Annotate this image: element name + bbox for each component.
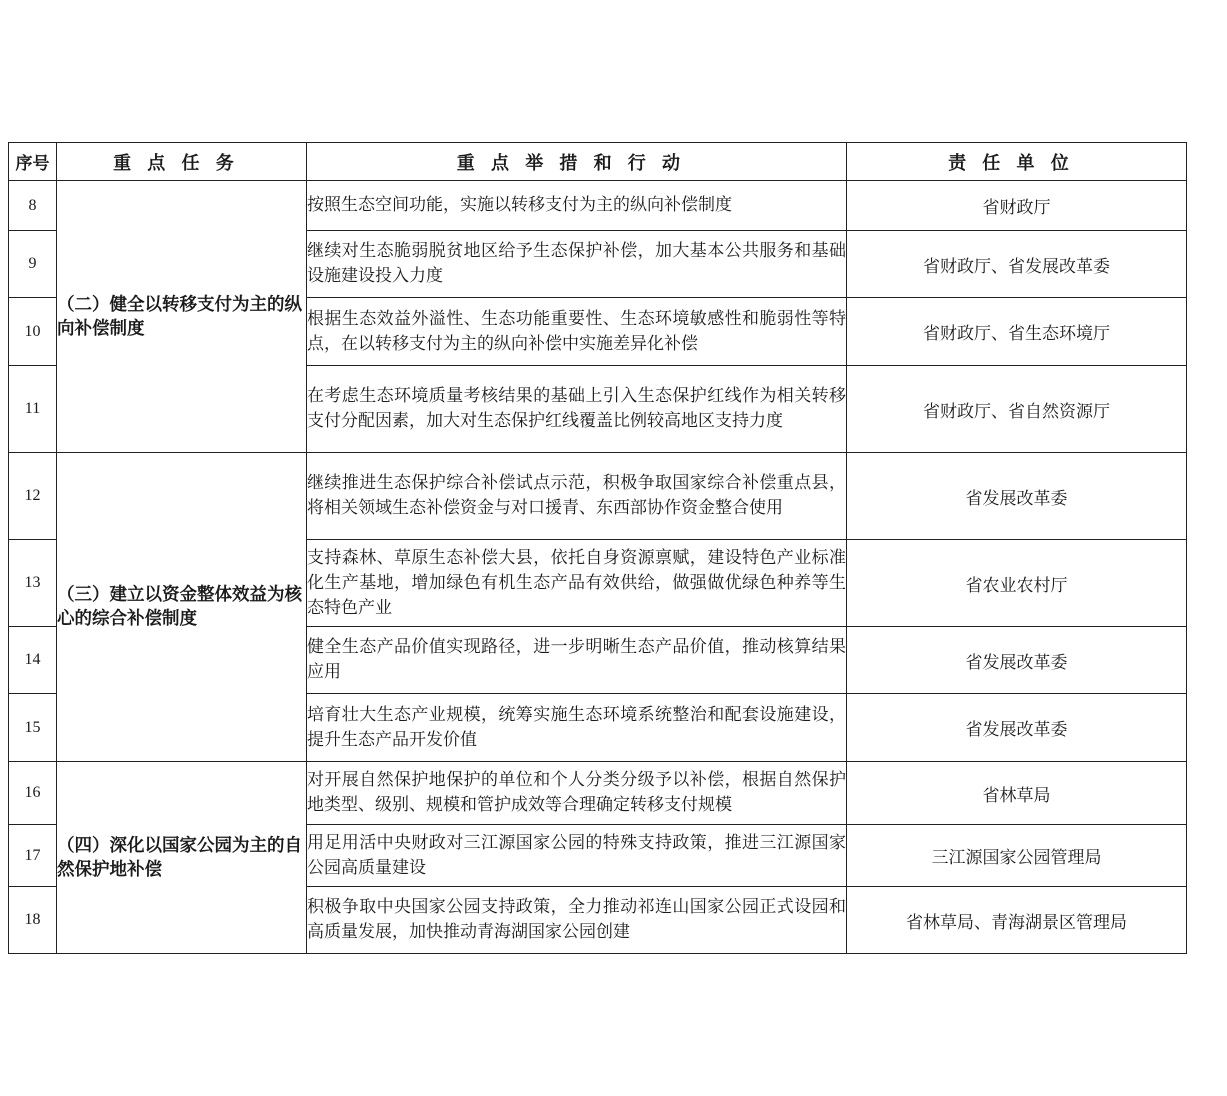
row-number: 10 — [9, 298, 57, 366]
header-unit: 责任单位 — [847, 143, 1187, 181]
header-task: 重点任务 — [57, 143, 307, 181]
unit-cell: 省财政厅、省自然资源厅 — [847, 366, 1187, 453]
unit-cell: 省财政厅、省发展改革委 — [847, 231, 1187, 298]
unit-cell: 省财政厅、省生态环境厅 — [847, 298, 1187, 366]
task-cell: （三）建立以资金整体效益为核心的综合补偿制度 — [57, 453, 307, 762]
header-row — [9, 143, 1187, 181]
measure-cell: 对开展自然保护地保护的单位和个人分类分级予以补偿，根据自然保护地类型、级别、规模和管护成效等合理确定转移支付规模 — [307, 762, 847, 825]
row-number: 16 — [9, 762, 57, 825]
unit-cell: 省农业农村厅 — [847, 540, 1187, 627]
measure-cell: 继续对生态脆弱脱贫地区给予生态保护补偿，加大基本公共服务和基础设施建设投入力度 — [307, 231, 847, 298]
table-row — [9, 181, 1187, 231]
table-row — [9, 762, 1187, 825]
measure-cell: 在考虑生态环境质量考核结果的基础上引入生态保护红线作为相关转移支付分配因素，加大对生态保护红线覆盖比例较高地区支持力度 — [307, 366, 847, 453]
measure-cell: 支持森林、草原生态补偿大县，依托自身资源禀赋，建设特色产业标准化生产基地，增加绿色有机生态产品有效供给，做强做优绿色种养等生态特色产业 — [307, 540, 847, 627]
row-number: 13 — [9, 540, 57, 627]
unit-cell: 省发展改革委 — [847, 694, 1187, 762]
unit-cell: 三江源国家公园管理局 — [847, 825, 1187, 887]
row-number: 14 — [9, 627, 57, 694]
row-number: 11 — [9, 366, 57, 453]
row-number: 15 — [9, 694, 57, 762]
task-cell: （四）深化以国家公园为主的自然保护地补偿 — [57, 762, 307, 954]
measure-cell: 根据生态效益外溢性、生态功能重要性、生态环境敏感性和脆弱性等特点，在以转移支付为主的纵向补偿中实施差异化补偿 — [307, 298, 847, 366]
measure-cell: 培育壮大生态产业规模，统筹实施生态环境系统整治和配套设施建设，提升生态产品开发价值 — [307, 694, 847, 762]
header-measure: 重点举措和行动 — [307, 143, 847, 181]
unit-cell: 省林草局、青海湖景区管理局 — [847, 887, 1187, 954]
measure-cell: 健全生态产品价值实现路径，进一步明晰生态产品价值，推动核算结果应用 — [307, 627, 847, 694]
row-number: 17 — [9, 825, 57, 887]
table-row — [9, 453, 1187, 540]
measure-cell: 按照生态空间功能，实施以转移支付为主的纵向补偿制度 — [307, 181, 847, 231]
unit-cell: 省发展改革委 — [847, 627, 1187, 694]
measure-cell: 积极争取中央国家公园支持政策，全力推动祁连山国家公园正式设园和高质量发展，加快推动青海湖国家公园创建 — [307, 887, 847, 954]
header-seq: 序号 — [9, 143, 57, 181]
row-number: 9 — [9, 231, 57, 298]
task-cell: （二）健全以转移支付为主的纵向补偿制度 — [57, 181, 307, 453]
row-number: 8 — [9, 181, 57, 231]
unit-cell: 省林草局 — [847, 762, 1187, 825]
measure-cell: 用足用活中央财政对三江源国家公园的特殊支持政策，推进三江源国家公园高质量建设 — [307, 825, 847, 887]
measure-cell: 继续推进生态保护综合补偿试点示范，积极争取国家综合补偿重点县，将相关领域生态补偿资金与对口援青、东西部协作资金整合使用 — [307, 453, 847, 540]
measures-table — [8, 142, 1187, 954]
unit-cell: 省发展改革委 — [847, 453, 1187, 540]
row-number: 18 — [9, 887, 57, 954]
unit-cell: 省财政厅 — [847, 181, 1187, 231]
row-number: 12 — [9, 453, 57, 540]
